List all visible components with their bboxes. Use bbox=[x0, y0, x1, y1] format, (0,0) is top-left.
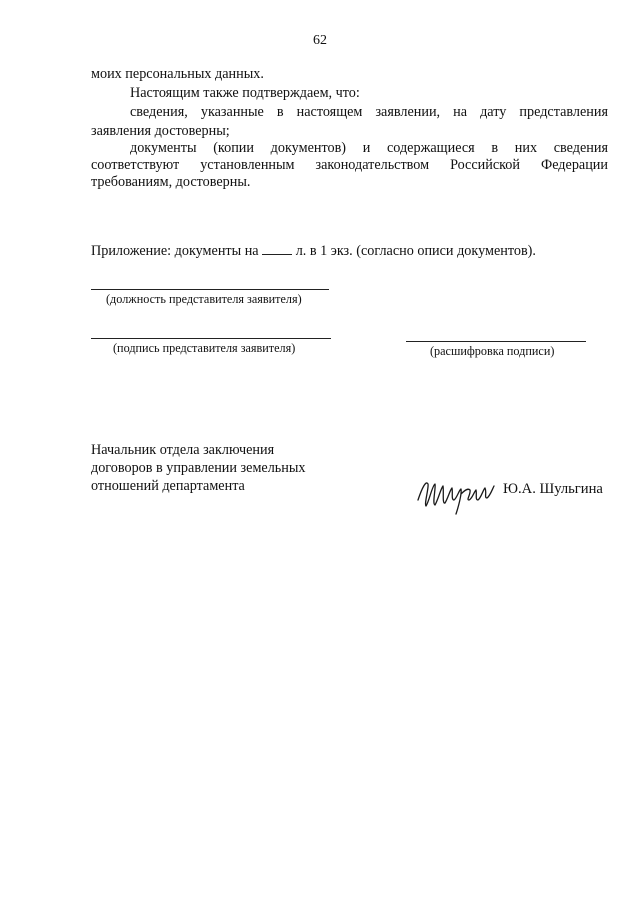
signatory-title-line-1: Начальник отдела заключения bbox=[91, 442, 275, 458]
signature-field-line[interactable] bbox=[91, 338, 331, 339]
position-caption: (должность представителя заявителя) bbox=[106, 292, 302, 306]
handwritten-signature bbox=[414, 470, 498, 516]
body-line-2: Настоящим также подтверждаем, что: bbox=[130, 85, 360, 101]
body-line-5: документы (копии документов) и содержащиеся в них сведения bbox=[130, 140, 608, 156]
body-line-3: сведения, указанные в настоящем заявлении, на дату представления bbox=[130, 104, 608, 120]
sheet-count-blank[interactable] bbox=[262, 242, 292, 255]
position-field-line[interactable] bbox=[91, 289, 329, 290]
signature-caption: (подпись представителя заявителя) bbox=[113, 341, 296, 355]
attachment-suffix: л. в 1 экз. (согласно описи документов). bbox=[295, 243, 536, 259]
decoding-field-line[interactable] bbox=[406, 341, 586, 342]
signatory-title-line-2: договоров в управлении земельных bbox=[91, 460, 306, 476]
body-line-7: требованиям, достоверны. bbox=[91, 174, 251, 190]
attachment-line bbox=[91, 242, 536, 260]
body-line-6: соответствуют установленным законодательством Российской Федерации bbox=[91, 157, 608, 173]
body-line-1: моих персональных данных. bbox=[91, 66, 264, 82]
signatory-title-line-3: отношений департамента bbox=[91, 478, 245, 494]
body-line-4: заявления достоверны; bbox=[91, 123, 230, 139]
signatory-name: Ю.А. Шульгина bbox=[503, 481, 603, 497]
decoding-caption: (расшифровка подписи) bbox=[430, 344, 555, 358]
attachment-prefix: Приложение: документы на bbox=[91, 243, 259, 259]
page-number: 62 bbox=[313, 33, 327, 48]
